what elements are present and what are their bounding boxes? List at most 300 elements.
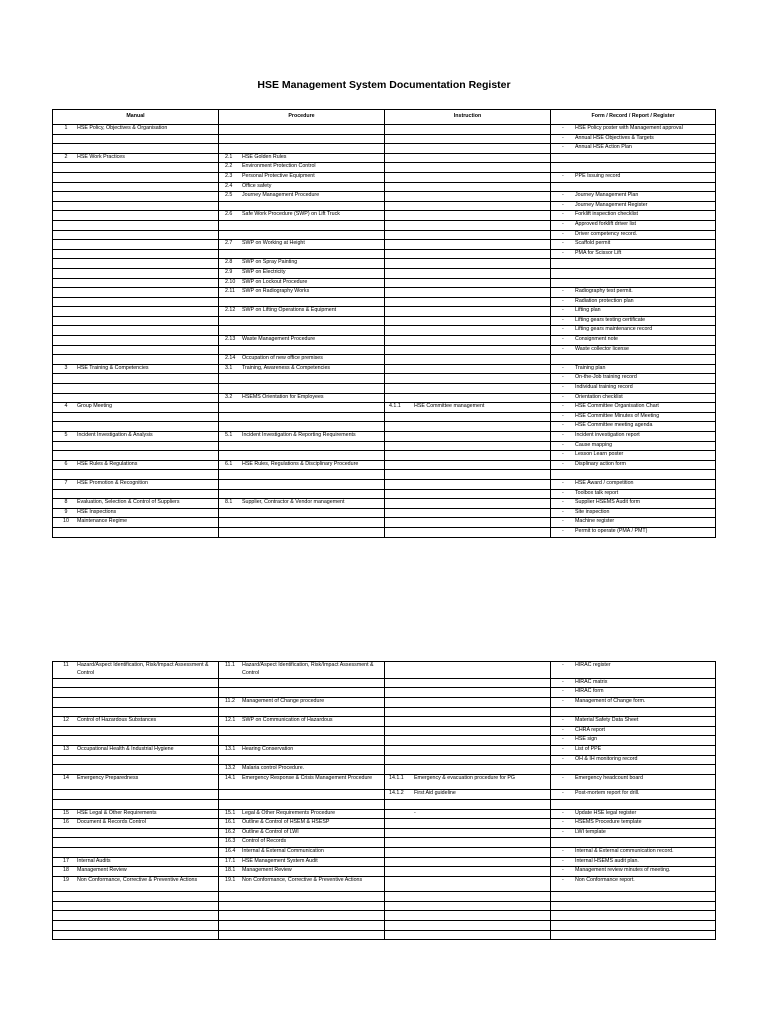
instruction-cell	[385, 412, 551, 422]
manual-title: Control of Hazardous Substances	[77, 717, 157, 724]
manual-cell	[53, 765, 219, 775]
instruction-cell	[385, 384, 551, 394]
instruction-cell	[385, 901, 551, 911]
procedure-number: 13.1	[225, 745, 236, 752]
form-cell	[551, 901, 716, 911]
instruction-cell	[385, 345, 551, 355]
form-item: Supplier HSEMS Audit form	[575, 499, 641, 506]
table-row	[53, 736, 716, 746]
form-cell	[551, 393, 716, 403]
manual-cell	[53, 901, 219, 911]
manual-title: Incident Investigation & Analysis	[77, 432, 153, 438]
procedure-cell	[219, 172, 385, 182]
form-item: Consignment note	[575, 336, 618, 343]
table-row	[53, 451, 716, 461]
bullet-dash: -	[562, 422, 564, 429]
instruction-cell	[385, 393, 551, 403]
manual-cell	[53, 662, 219, 679]
procedure-title: Waste Management Procedure	[242, 336, 316, 343]
form-item: Radiation protection plan	[575, 297, 634, 304]
manual-cell	[53, 336, 219, 346]
instruction-cell	[385, 838, 551, 848]
form-item: Toolbox talk report	[575, 489, 619, 496]
procedure-cell	[219, 403, 385, 413]
procedure-cell	[219, 278, 385, 288]
form-cell	[551, 345, 716, 355]
form-item: Management of Change form.	[575, 698, 646, 704]
table-row	[53, 240, 716, 250]
bullet-dash: -	[562, 774, 564, 781]
procedure-cell	[219, 345, 385, 355]
instruction-number: 14.1.1	[389, 774, 404, 781]
table-row	[53, 745, 716, 755]
table-row	[53, 847, 716, 857]
procedure-cell	[219, 828, 385, 838]
table-row	[53, 489, 716, 499]
procedure-cell	[219, 153, 385, 163]
bullet-dash: -	[562, 527, 564, 534]
bullet-dash: -	[562, 726, 564, 733]
manual-number: 4	[64, 403, 68, 410]
manual-number: 1	[64, 125, 68, 131]
instruction-cell	[385, 134, 551, 144]
procedure-cell	[219, 268, 385, 278]
table-row	[53, 819, 716, 829]
instruction-cell	[385, 688, 551, 698]
procedure-title: Hearing Conservation	[242, 745, 294, 752]
manual-cell	[53, 911, 219, 921]
manual-header: Manual	[53, 110, 219, 125]
procedure-cell	[219, 451, 385, 461]
form-cell	[551, 268, 716, 278]
form-item: HIRAC register	[575, 662, 611, 668]
table-row	[53, 876, 716, 892]
bullet-dash: -	[562, 432, 564, 438]
procedure-title: Safe Work Procedure (SWP) on Lift Truck	[242, 211, 340, 218]
table-row	[53, 384, 716, 394]
table-row	[53, 422, 716, 432]
form-cell	[551, 172, 716, 182]
form-item: Update HSE legal register	[575, 809, 637, 816]
procedure-number: 11.1	[225, 662, 235, 668]
table-header-row	[53, 110, 716, 125]
procedure-cell	[219, 355, 385, 365]
instruction-cell	[385, 307, 551, 317]
procedure-cell	[219, 364, 385, 374]
procedure-cell	[219, 726, 385, 736]
bullet-dash: -	[562, 288, 564, 295]
table-row	[53, 857, 716, 867]
manual-cell	[53, 249, 219, 259]
instruction-title: HSE Committee management	[414, 403, 485, 410]
bullet-dash: -	[562, 220, 564, 227]
procedure-cell	[219, 201, 385, 211]
table-row	[53, 211, 716, 221]
procedure-cell	[219, 336, 385, 346]
procedure-header: Procedure	[219, 110, 385, 125]
procedure-title: Malaria control Procedure.	[242, 765, 305, 772]
bullet-dash: -	[562, 307, 564, 314]
procedure-cell	[219, 259, 385, 269]
manual-title: Hazard/Aspect Identification, Risk/Impact Assessment & Control	[77, 662, 209, 676]
procedure-title: SWP on Working at Height	[242, 240, 305, 247]
instruction-cell	[385, 921, 551, 931]
table-row	[53, 288, 716, 298]
procedure-cell	[219, 838, 385, 848]
procedure-cell	[219, 736, 385, 746]
manual-cell	[53, 326, 219, 336]
instruction-cell	[385, 857, 551, 867]
procedure-title: HSE Rules, Regulations & Disciplinary Procedure	[242, 460, 359, 467]
bullet-dash: -	[562, 518, 564, 525]
bullet-dash: -	[562, 479, 564, 486]
procedure-cell	[219, 479, 385, 489]
table-row	[53, 192, 716, 202]
procedure-cell	[219, 688, 385, 698]
bullet-dash: -	[562, 489, 564, 496]
instruction-cell	[385, 316, 551, 326]
procedure-cell	[219, 901, 385, 911]
form-cell	[551, 441, 716, 451]
manual-cell	[53, 499, 219, 509]
manual-cell	[53, 921, 219, 931]
manual-cell	[53, 125, 219, 135]
procedure-cell	[219, 249, 385, 259]
manual-cell	[53, 163, 219, 173]
bullet-dash: -	[562, 451, 564, 458]
procedure-cell	[219, 240, 385, 250]
manual-title: Management Review	[77, 867, 127, 874]
instruction-cell	[385, 867, 551, 877]
instruction-cell	[385, 422, 551, 432]
bullet-dash: -	[562, 717, 564, 724]
procedure-title: Outline & Control of HSEM & HSESP	[242, 819, 330, 826]
form-cell	[551, 518, 716, 528]
instruction-cell	[385, 479, 551, 489]
bullet-dash: -	[562, 857, 564, 864]
manual-cell	[53, 774, 219, 790]
bullet-dash: -	[562, 297, 564, 304]
table-row	[53, 316, 716, 326]
instruction-cell	[385, 355, 551, 365]
procedure-title: SWP on Lockout Procedure	[242, 278, 308, 285]
procedure-number: 3.2	[225, 393, 233, 400]
bullet-dash: -	[562, 441, 564, 448]
form-item: PPE Issuing record	[575, 172, 621, 179]
table-row	[53, 930, 716, 940]
manual-cell	[53, 316, 219, 326]
manual-cell	[53, 172, 219, 182]
table-row	[53, 326, 716, 336]
bullet-dash: -	[562, 326, 564, 333]
instruction-title: First Aid guideline	[414, 790, 456, 797]
form-cell	[551, 819, 716, 829]
form-cell	[551, 527, 716, 537]
table-row	[53, 134, 716, 144]
instruction-cell	[385, 774, 551, 790]
form-cell	[551, 726, 716, 736]
manual-number: 8	[64, 499, 68, 506]
procedure-title: Control of Records	[242, 838, 287, 845]
manual-cell	[53, 838, 219, 848]
procedure-number: 2.12	[225, 307, 236, 314]
procedure-number: 8.1	[225, 499, 233, 506]
procedure-cell	[219, 393, 385, 403]
form-cell	[551, 828, 716, 838]
form-cell	[551, 364, 716, 374]
procedure-cell	[219, 867, 385, 877]
table-row	[53, 144, 716, 154]
procedure-title: Training, Awareness & Competencies	[242, 364, 331, 371]
instruction-cell	[385, 518, 551, 528]
form-item: Approved forklift driver list	[575, 220, 636, 227]
procedure-cell	[219, 460, 385, 470]
procedure-number: 16.2	[225, 828, 236, 835]
form-cell	[551, 790, 716, 800]
manual-title: HSE Training & Competencies	[77, 364, 149, 371]
table-row	[53, 172, 716, 182]
form-cell	[551, 930, 716, 940]
manual-title: Occupational Health & Industrial Hygiene	[77, 745, 174, 752]
instruction-cell	[385, 125, 551, 135]
bullet-dash: -	[562, 876, 564, 883]
procedure-cell	[219, 774, 385, 790]
instruction-cell	[385, 153, 551, 163]
manual-cell	[53, 790, 219, 800]
form-cell	[551, 240, 716, 250]
procedure-number: 2.13	[225, 336, 236, 343]
page-title: HSE Management System Documentation Register	[257, 79, 511, 91]
procedure-title: Environment Protection Control	[242, 163, 316, 170]
table-row	[53, 755, 716, 765]
table-row	[53, 508, 716, 518]
register-table-2	[52, 661, 716, 940]
form-cell	[551, 259, 716, 269]
table-row	[53, 393, 716, 403]
manual-cell	[53, 412, 219, 422]
procedure-number: 2.10	[225, 278, 236, 285]
instruction-cell	[385, 220, 551, 230]
procedure-cell	[219, 374, 385, 384]
procedure-title: SWP on Lifting Operations & Equipment	[242, 307, 337, 314]
procedure-title: Management Review	[242, 867, 292, 874]
form-cell	[551, 297, 716, 307]
procedure-number: 2.8	[225, 259, 233, 266]
table-row	[53, 355, 716, 365]
manual-number: 14	[63, 774, 69, 781]
form-item: Forklift inspection checklist	[575, 211, 638, 218]
bullet-dash: -	[562, 662, 564, 668]
bullet-dash: -	[562, 364, 564, 371]
form-cell	[551, 220, 716, 230]
procedure-number: 6.1	[225, 460, 233, 467]
procedure-number: 2.6	[225, 211, 233, 218]
procedure-cell	[219, 220, 385, 230]
instruction-cell	[385, 527, 551, 537]
manual-cell	[53, 288, 219, 298]
procedure-title: SWP on Radiography Works	[242, 288, 310, 295]
manual-number: 2	[64, 153, 68, 160]
table-row	[53, 717, 716, 727]
form-cell	[551, 717, 716, 727]
manual-number: 18	[63, 867, 69, 874]
procedure-number: 13.2	[225, 765, 236, 772]
form-cell	[551, 892, 716, 902]
bullet-dash: -	[562, 249, 564, 256]
form-cell	[551, 809, 716, 819]
manual-cell	[53, 278, 219, 288]
manual-cell	[53, 707, 219, 717]
register-table-1	[52, 109, 716, 538]
manual-cell	[53, 857, 219, 867]
form-cell	[551, 876, 716, 892]
manual-number: 11	[63, 662, 69, 668]
instruction-cell	[385, 259, 551, 269]
procedure-title: SWP on Electricity	[242, 268, 286, 275]
manual-number: 7	[64, 479, 68, 486]
table-row	[53, 479, 716, 489]
instruction-cell	[385, 790, 551, 800]
procedure-cell	[219, 297, 385, 307]
procedure-title: HSE Management System Audit	[242, 857, 318, 864]
table-row	[53, 307, 716, 317]
instruction-cell	[385, 799, 551, 809]
manual-cell	[53, 736, 219, 746]
form-item: PMA for Scissor Lift	[575, 249, 622, 256]
bullet-dash: -	[562, 460, 564, 467]
bullet-dash: -	[562, 384, 564, 391]
table-row	[53, 726, 716, 736]
form-item: LWI template	[575, 828, 606, 835]
form-item: Non Conformance report.	[575, 876, 635, 883]
procedure-cell	[219, 755, 385, 765]
manual-cell	[53, 345, 219, 355]
procedure-title: Hazard/Aspect Identification, Risk/Impact Assessment & Control	[242, 662, 374, 676]
bullet-dash: -	[562, 144, 564, 151]
instruction-cell	[385, 662, 551, 679]
manual-title: Non Conformance, Corrective & Preventive Actions	[77, 876, 198, 883]
procedure-cell	[219, 125, 385, 135]
manual-number: 9	[64, 508, 68, 515]
manual-cell	[53, 799, 219, 809]
bullet-dash: -	[562, 809, 564, 816]
procedure-title: Emergency Response & Crisis Management Procedure	[242, 774, 373, 781]
procedure-number: 2.14	[225, 355, 236, 362]
manual-title: Maintenance Regime	[77, 518, 128, 525]
instruction-cell	[385, 326, 551, 336]
manual-number: 5	[64, 432, 68, 438]
table-row	[53, 499, 716, 509]
procedure-cell	[219, 182, 385, 192]
table-row	[53, 336, 716, 346]
procedure-number: 2.1	[225, 153, 233, 160]
form-cell	[551, 847, 716, 857]
manual-cell	[53, 201, 219, 211]
instruction-cell	[385, 336, 551, 346]
manual-cell	[53, 717, 219, 727]
instruction-cell	[385, 364, 551, 374]
table-row	[53, 790, 716, 800]
manual-title: Evaluation, Selection & Control of Suppliers	[77, 499, 180, 506]
instruction-cell	[385, 847, 551, 857]
manual-cell	[53, 489, 219, 499]
procedure-cell	[219, 288, 385, 298]
manual-title: Document & Records Control	[77, 819, 146, 826]
form-item: Internal HSEMS audit plan.	[575, 857, 639, 864]
table-row	[53, 374, 716, 384]
form-cell	[551, 489, 716, 499]
form-cell	[551, 384, 716, 394]
table-row	[53, 527, 716, 537]
instruction-cell	[385, 249, 551, 259]
instruction-cell	[385, 144, 551, 154]
instruction-cell	[385, 698, 551, 708]
form-cell	[551, 921, 716, 931]
form-cell	[551, 774, 716, 790]
manual-cell	[53, 268, 219, 278]
instruction-cell	[385, 809, 551, 819]
table-row	[53, 518, 716, 528]
table-row	[53, 125, 716, 135]
manual-cell	[53, 422, 219, 432]
form-item: On-the-Job training record	[575, 374, 637, 381]
procedure-title: HSE Golden Rules	[242, 153, 287, 160]
form-cell	[551, 678, 716, 688]
table-row	[53, 765, 716, 775]
procedure-cell	[219, 163, 385, 173]
form-cell	[551, 857, 716, 867]
form-item: HSE Committee Organisation Chart	[575, 403, 659, 410]
form-cell	[551, 867, 716, 877]
procedure-cell	[219, 211, 385, 221]
procedure-cell	[219, 662, 385, 679]
manual-title: HSE Legal & Other Requirements	[77, 809, 157, 816]
table-row	[53, 470, 716, 480]
manual-cell	[53, 809, 219, 819]
procedure-title: Management of Change procedure	[242, 698, 325, 704]
procedure-title: Supplier, Contractor & Vendor management	[242, 499, 345, 506]
form-cell	[551, 374, 716, 384]
form-item: HSEMS Procedure template	[575, 819, 642, 826]
form-cell	[551, 799, 716, 809]
table-row	[53, 182, 716, 192]
table-row	[53, 345, 716, 355]
manual-cell	[53, 460, 219, 470]
form-cell	[551, 153, 716, 163]
manual-cell	[53, 930, 219, 940]
form-cell	[551, 479, 716, 489]
table-row	[53, 921, 716, 931]
procedure-title: Occupation of new office premises	[242, 355, 323, 362]
manual-cell	[53, 432, 219, 442]
form-cell	[551, 412, 716, 422]
instruction-cell	[385, 736, 551, 746]
form-item: Management review minutes of meeting.	[575, 867, 671, 874]
form-cell	[551, 422, 716, 432]
procedure-title: Internal & External Communication	[242, 847, 324, 854]
instruction-cell	[385, 441, 551, 451]
manual-number: 16	[63, 819, 69, 826]
manual-number: 19	[63, 876, 69, 883]
procedure-number: 16.4	[225, 847, 236, 854]
manual-cell	[53, 819, 219, 829]
procedure-number: 5.1	[225, 432, 233, 438]
procedure-cell	[219, 892, 385, 902]
table-row	[53, 441, 716, 451]
form-cell	[551, 911, 716, 921]
form-item: Lesson Learn poster	[575, 451, 624, 458]
instruction-cell	[385, 819, 551, 829]
